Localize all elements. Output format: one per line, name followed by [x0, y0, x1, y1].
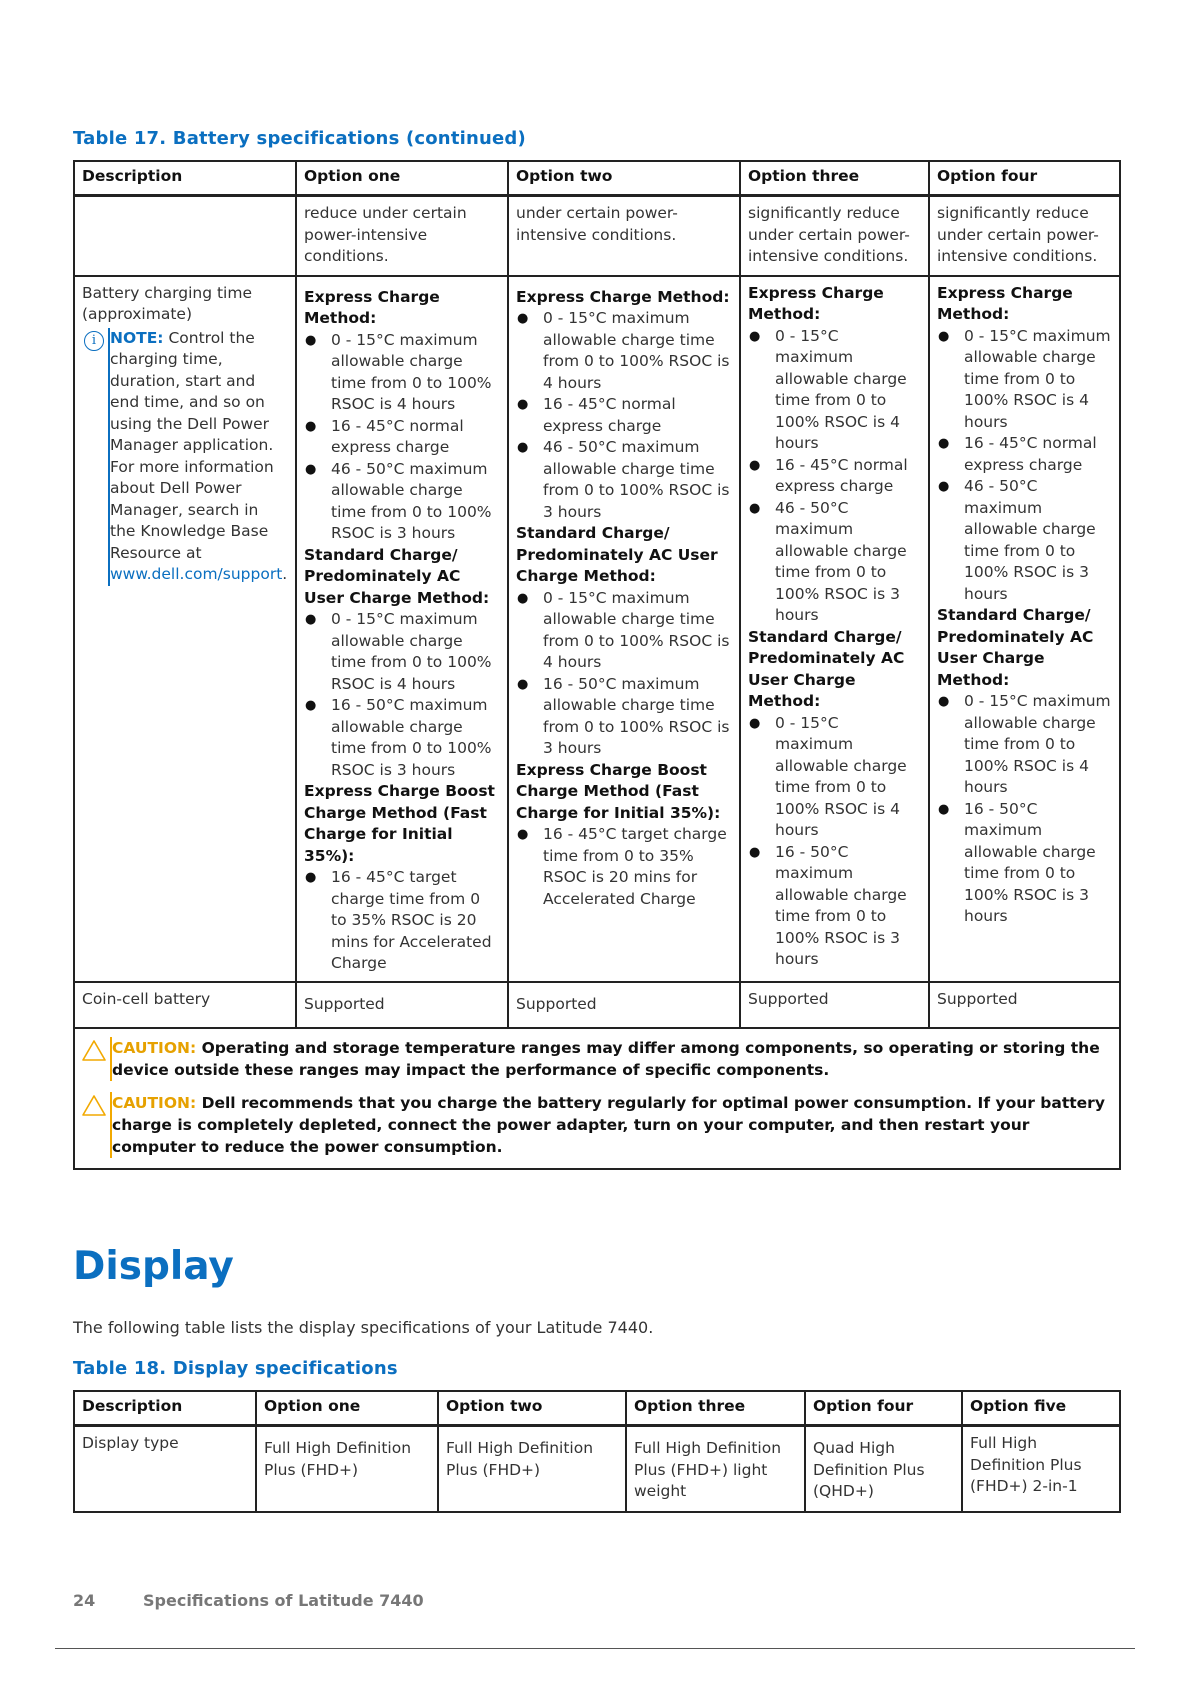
section-heading: Express Charge Method: [516, 287, 730, 306]
cell-option-two: Full High Definition Plus (FHD+) [438, 1426, 626, 1512]
bullet-list [304, 867, 500, 975]
header-description: Description [74, 1391, 256, 1426]
note-end: . [282, 565, 288, 583]
header-option-four: Option four [805, 1391, 962, 1426]
cell-option-one: Supported [296, 982, 508, 1028]
header-option-three: Option three [740, 161, 929, 196]
charging-time-label: Battery charging time (approximate) [82, 283, 252, 323]
list-item: ● 46 - 50°C maximum allowable charge time from 0 to 100% RSOC is 3 hours [937, 476, 1112, 605]
table-row [74, 196, 1120, 276]
caution-text: Operating and storage temperature ranges may differ among components, so operating or storing the device outside these ranges may impact the performance of specific components. [112, 1038, 1100, 1079]
bullet-list [748, 713, 921, 971]
caution-block [82, 1037, 1112, 1081]
section-heading: Express Charge Method: [748, 283, 884, 323]
dell-support-link[interactable]: www.dell.com/support [110, 565, 283, 583]
cell-option-two: Supported [508, 982, 740, 1028]
bullet-list [937, 691, 1112, 928]
list-item: ● 16 - 45°C normal express charge [937, 433, 1112, 476]
cell-option-four [929, 276, 1120, 982]
cell-option-two: under certain power-intensive conditions. [508, 196, 740, 276]
header-option-three: Option three [626, 1391, 805, 1426]
caution-bar [110, 1092, 112, 1158]
cell-description [74, 196, 296, 276]
table17-caption: Table 17. Battery specifications (continued) [73, 128, 526, 149]
section-heading: Standard Charge/ Predominately AC User Charge Method: [304, 545, 490, 607]
table18-caption: Table 18. Display specifications [73, 1358, 398, 1379]
list-item: ● 0 - 15°C maximum allowable charge time from 0 to 100% RSOC is 4 hours [937, 691, 1112, 799]
display-intro: The following table lists the display specifications of your Latitude 7440. [73, 1318, 654, 1337]
list-item: ● 0 - 15°C maximum allowable charge time from 0 to 100% RSOC is 4 hours [748, 713, 921, 842]
section-heading-display: Display [73, 1244, 234, 1289]
footer-title: Specifications of Latitude 7440 [143, 1591, 424, 1610]
section-heading: Express Charge Method: [304, 287, 440, 327]
list-item: ● 46 - 50°C maximum allowable charge time from 0 to 100% RSOC is 3 hours [304, 459, 500, 545]
list-item: ● 0 - 15°C maximum allowable charge time from 0 to 100% RSOC is 4 hours [516, 308, 732, 394]
bullet-list [304, 330, 500, 545]
table-row [74, 982, 1120, 1028]
section-heading: Standard Charge/ Predominately AC User Charge Method: [748, 627, 905, 710]
section-heading: Express Charge Method: [937, 283, 1073, 323]
bullet-list [937, 326, 1112, 606]
list-item: ● 0 - 15°C maximum allowable charge time from 0 to 100% RSOC is 4 hours [516, 588, 732, 674]
header-option-one: Option one [256, 1391, 438, 1426]
caution-row [74, 1028, 1120, 1169]
bullet-list [516, 588, 732, 760]
header-description: Description [74, 161, 296, 196]
battery-spec-table [73, 160, 1121, 1170]
list-item: ● 46 - 50°C maximum allowable charge time from 0 to 100% RSOC is 3 hours [516, 437, 732, 523]
cell-option-four: significantly reduce under certain power-intensive conditions. [929, 196, 1120, 276]
table-header-row [74, 161, 1120, 196]
header-option-two: Option two [438, 1391, 626, 1426]
bullet-list [748, 326, 921, 627]
table-header-row [74, 1391, 1120, 1426]
page-number: 24 [73, 1591, 96, 1610]
page-footer [73, 1591, 424, 1610]
info-icon: i [84, 331, 104, 351]
cell-option-three: significantly reduce under certain power-intensive conditions. [740, 196, 929, 276]
cell-description: Display type [74, 1426, 256, 1512]
table-row [74, 1426, 1120, 1512]
note-bar [108, 328, 110, 586]
list-item: ● 16 - 50°C maximum allowable charge time from 0 to 100% RSOC is 3 hours [748, 842, 921, 971]
cell-option-three [740, 276, 929, 982]
list-item: ● 16 - 45°C target charge time from 0 to 35% RSOC is 20 mins for Accelerated Charge [516, 824, 732, 910]
list-item: ● 0 - 15°C maximum allowable charge time from 0 to 100% RSOC is 4 hours [937, 326, 1112, 434]
cell-description [74, 276, 296, 982]
warning-icon [82, 1094, 106, 1116]
header-option-one: Option one [296, 161, 508, 196]
caution-block [82, 1092, 1112, 1158]
list-item: ● 16 - 45°C normal express charge [304, 416, 500, 459]
cell-option-four: Supported [929, 982, 1120, 1028]
table-row [74, 276, 1120, 982]
list-item: ● 16 - 50°C maximum allowable charge time from 0 to 100% RSOC is 3 hours [304, 695, 500, 781]
caution-label: CAUTION: [112, 1038, 197, 1057]
cell-option-three: Supported [740, 982, 929, 1028]
list-item: ● 16 - 50°C maximum allowable charge time from 0 to 100% RSOC is 3 hours [937, 799, 1112, 928]
section-heading: Express Charge Boost Charge Method (Fast Charge for Initial 35%): [304, 782, 495, 865]
header-option-four: Option four [929, 161, 1120, 196]
section-heading: Standard Charge/ Predominately AC User Charge Method: [937, 606, 1094, 689]
cell-option-four: Quad High Definition Plus (QHD+) [805, 1426, 962, 1512]
cell-option-one: reduce under certain power-intensive conditions. [296, 196, 508, 276]
header-option-five: Option five [962, 1391, 1120, 1426]
cell-option-one: Full High Definition Plus (FHD+) [256, 1426, 438, 1512]
note-label: NOTE: [110, 328, 164, 347]
cell-option-five: Full High Definition Plus (FHD+) 2-in-1 [962, 1426, 1120, 1512]
footer-rule [55, 1648, 1135, 1649]
note-block [82, 328, 288, 586]
caution-label: CAUTION: [112, 1093, 197, 1112]
caution-text: Dell recommends that you charge the battery regularly for optimal power consumption. If your battery charge is completely depleted, connect the power adapter, turn on your computer, and then restart your computer to reduce the power consumption. [112, 1093, 1105, 1156]
cell-option-two [508, 276, 740, 982]
cell-option-one [296, 276, 508, 982]
list-item: ● 16 - 45°C normal express charge [516, 394, 732, 437]
note-text: Control the charging time, duration, start and end time, and so on using the Dell Power Manager application. For more information about Dell Power Manager, search in the Knowledge Base Resource at [110, 328, 274, 562]
bullet-list [516, 308, 732, 523]
list-item: ● 16 - 45°C target charge time from 0 to 35% RSOC is 20 mins for Accelerated Charge [304, 867, 500, 975]
bullet-list [516, 824, 732, 910]
list-item: ● 16 - 45°C normal express charge [748, 455, 921, 498]
display-spec-table [73, 1390, 1121, 1513]
warning-icon [82, 1039, 106, 1061]
list-item: ● 46 - 50°C maximum allowable charge time from 0 to 100% RSOC is 3 hours [748, 498, 921, 627]
section-heading: Standard Charge/ Predominately AC User Charge Method: [516, 524, 718, 585]
section-heading: Express Charge Boost Charge Method (Fast Charge for Initial 35%): [516, 760, 721, 822]
list-item: ● 16 - 50°C maximum allowable charge time from 0 to 100% RSOC is 3 hours [516, 674, 732, 760]
list-item: ● 0 - 15°C maximum allowable charge time from 0 to 100% RSOC is 4 hours [304, 609, 500, 695]
caution-bar [110, 1037, 112, 1081]
bullet-list [304, 609, 500, 781]
header-option-two: Option two [508, 161, 740, 196]
list-item: ● 0 - 15°C maximum allowable charge time from 0 to 100% RSOC is 4 hours [304, 330, 500, 416]
cell-description: Coin-cell battery [74, 982, 296, 1028]
cell-option-three: Full High Definition Plus (FHD+) light weight [626, 1426, 805, 1512]
list-item: ● 0 - 15°C maximum allowable charge time from 0 to 100% RSOC is 4 hours [748, 326, 921, 455]
caution-cell [74, 1028, 1120, 1169]
